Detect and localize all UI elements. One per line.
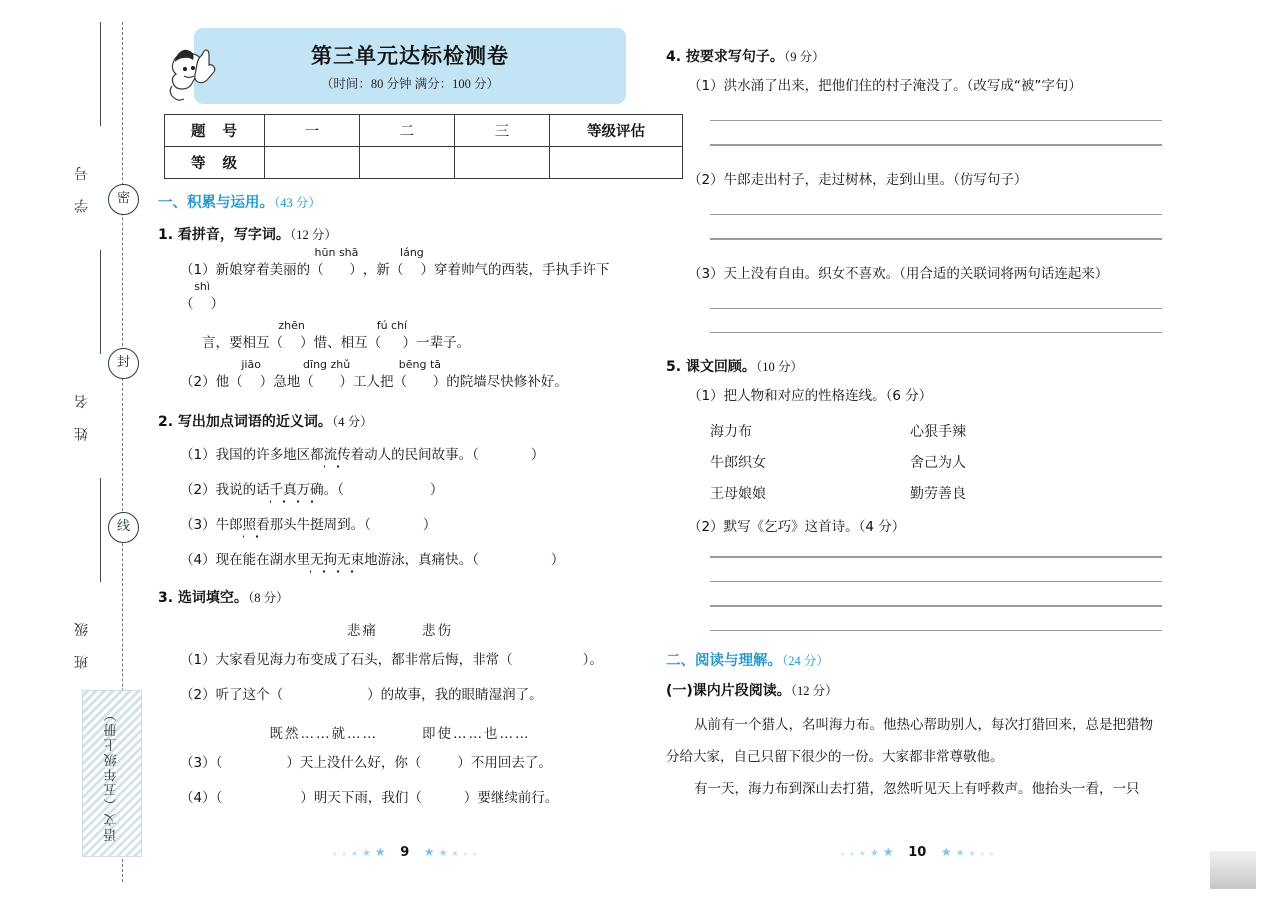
- pinyin-blank-shi[interactable]: shì （ ）: [180, 287, 224, 321]
- match-left-item[interactable]: 牛郎织女: [710, 455, 766, 472]
- score-table: [164, 114, 683, 179]
- star-decoration-left-2: ★ ★ ★ ★ ★: [423, 845, 478, 859]
- score-col-1: 一: [265, 115, 360, 147]
- match-row: [710, 417, 1166, 448]
- question-5-label: 5. 课文回顾。: [666, 359, 756, 376]
- q2-text-tail: ）: [550, 552, 565, 568]
- q2-item-3: [158, 510, 642, 540]
- reading-part-one-label: (一)课内片段阅读。: [666, 682, 791, 699]
- right-column: [666, 46, 1166, 805]
- q3-text-tail: ）的故事，我的眼睛湿润了。: [367, 687, 543, 703]
- q2-text-post: 那头牛挺周到。（: [269, 517, 371, 533]
- q5-poem-line[interactable]: [710, 605, 1162, 606]
- section-two-heading: [666, 649, 1166, 670]
- q4-answer-line[interactable]: [710, 332, 1162, 333]
- q2-emphasized-word: 无拘无束: [310, 552, 365, 568]
- subject-tab: [82, 690, 142, 857]
- question-3-label: 3. 选词填空。: [158, 590, 248, 606]
- seal-char-feng: 封: [108, 348, 139, 379]
- q3-text: （1）大家看见海力布变成了石头，都非常后悔，非常（: [180, 652, 513, 668]
- pinyin-bengta: bēng tā: [398, 358, 442, 371]
- seal-char-mi: 密: [108, 184, 139, 215]
- q4-item-1: （1）洪水涌了出来，把他们住的村子淹没了。（改写成“被”字句）: [688, 78, 1082, 94]
- q3-text-tail: ）要继续前行。: [463, 790, 559, 806]
- pinyin-shi: shì: [194, 280, 210, 293]
- question-5-points: （10 分）: [755, 360, 803, 375]
- score-col-3: 三: [455, 115, 550, 147]
- pinyin-jiao: jiāo: [241, 358, 261, 371]
- pinyin-blank-dingzhu[interactable]: dīng zhǔ （ ）: [300, 365, 353, 399]
- q2-emphasized-word: 流传: [323, 447, 351, 463]
- question-4-label: 4. 按要求写句子。: [666, 49, 784, 65]
- q1-text-j: 的院墙尽快修补好。: [446, 374, 568, 390]
- reading-part-one-points: （12 分）: [790, 683, 838, 698]
- page-number-right-wrap: [838, 845, 997, 860]
- page-title: 第三单元达标检测卷: [311, 44, 509, 68]
- q2-text-tail: ）: [530, 447, 545, 463]
- page-number-right: 10: [908, 845, 927, 860]
- divider-line: [100, 250, 101, 354]
- table-row: [165, 115, 683, 147]
- question-2-title: [158, 411, 642, 431]
- q2-text-post: 着动人的民间故事。（: [350, 447, 479, 463]
- reading-part-one-title: [666, 680, 1166, 700]
- q1-text-e: 惜、相互: [313, 335, 368, 351]
- q3-text: （3）（: [180, 755, 223, 771]
- q1-text-i: 工人把: [353, 374, 394, 390]
- q3-text: （2）听了这个（: [180, 687, 284, 703]
- q4-answer-line[interactable]: [710, 214, 1162, 215]
- q1-text-c: 穿着帅气的西装，手执手许下: [434, 262, 610, 278]
- grade-cell-4[interactable]: [550, 147, 683, 179]
- field-name: 姓 名: [74, 387, 90, 441]
- section-two-points: （24 分）: [782, 653, 829, 668]
- question-2-points: （4 分）: [331, 415, 373, 429]
- title-banner: [166, 28, 642, 110]
- pinyin-blank-fuchi[interactable]: fú chí （ ）: [368, 326, 416, 360]
- subject-tab-label: 语文（五年级上册）: [104, 706, 120, 841]
- score-col-2: 二: [360, 115, 455, 147]
- q2-item-2: [158, 475, 642, 505]
- pinyin-zhen: zhēn: [278, 319, 305, 332]
- word-choice: 悲痛: [347, 623, 378, 639]
- q2-text-tail: ）: [422, 517, 437, 533]
- section-two-label: 二、阅读与理解。: [666, 652, 782, 669]
- reading-passage-paragraph-1: 从前有一个猎人，名叫海力布。他热心帮助别人，每次打猎回来，总是把猎物分给大家，自己只留下很少的一份。大家都非常尊敬他。: [666, 716, 1153, 765]
- q1-text-a: （1）新娘穿着美丽的: [180, 262, 311, 278]
- pinyin-dingzhu: dīng zhǔ: [303, 358, 351, 371]
- question-1-points: （12 分）: [289, 228, 337, 242]
- q2-text-pre: （1）我国的许多地区都: [180, 447, 324, 463]
- q1-text-d: 言，要相互: [202, 335, 270, 351]
- grade-cell-1[interactable]: [265, 147, 360, 179]
- divider-line: [100, 478, 101, 582]
- match-right-item[interactable]: 舍己为人: [910, 455, 966, 472]
- q1-text-h: 急地: [273, 374, 301, 390]
- q2-text-pre: （2）我说的话: [180, 482, 270, 498]
- q5-poem-line[interactable]: [710, 630, 1162, 631]
- score-table-row-label: 等 级: [165, 147, 265, 179]
- q3-text: （4）（: [180, 790, 223, 806]
- star-decoration-right: ★ ★ ★ ★ ★: [840, 845, 894, 859]
- pinyin-blank-zhen[interactable]: zhēn （ ）: [270, 326, 314, 360]
- q3-text: ）天上没什么好，你（: [286, 755, 422, 771]
- section-one-label: 一、积累与运用。: [158, 195, 274, 211]
- q5-poem-line[interactable]: [710, 556, 1162, 557]
- q4-item-3: （3）天上没有自由。织女不喜欢。（用合适的关联词将两句话连起来）: [688, 265, 1109, 282]
- section-one-heading: [158, 191, 642, 212]
- q1-text-f: 一辈子。: [416, 335, 471, 351]
- q4-answer-line[interactable]: [710, 238, 1162, 239]
- q2-text-tail: ）: [429, 482, 444, 498]
- word-choice: 悲伤: [422, 623, 453, 639]
- question-4-points: （9 分）: [783, 50, 825, 64]
- page-number-left: 9: [400, 845, 410, 860]
- q3-item-2: [158, 680, 642, 710]
- q2-emphasized-word: 千真万确: [269, 482, 324, 498]
- q3-text-tail: ）不用回去了。: [457, 755, 552, 771]
- q1-line-3: [158, 358, 642, 399]
- table-row: [165, 147, 683, 179]
- divider-line: [100, 22, 101, 126]
- q3-text-tail: ）。: [582, 652, 603, 668]
- match-left-item[interactable]: 王母娘娘: [710, 486, 766, 503]
- q5-poem-line[interactable]: [710, 581, 1162, 582]
- q2-text-post: 地游泳，真痛快。（: [364, 552, 479, 568]
- q3-word-bank-a: [158, 619, 642, 639]
- q2-text-pre: （3）牛郎: [180, 517, 243, 533]
- word-choice: 既然……就……: [269, 726, 378, 742]
- q2-text-post: 。（: [323, 482, 344, 498]
- pinyin-lang: láng: [400, 246, 424, 259]
- reading-passage-paragraph-2: 有一天，海力布到深山去打猎，忽然听见天上有呼救声。他抬头一看，一只: [694, 780, 1140, 797]
- match-right-item[interactable]: 勤劳善良: [910, 486, 966, 503]
- pinyin-blank-bengta[interactable]: bēng tā （ ）: [394, 365, 447, 399]
- left-column: [158, 28, 645, 818]
- score-col-4: 等级评估: [550, 115, 683, 147]
- exam-meta: （时间：80 分钟 满分：100 分）: [320, 77, 500, 91]
- word-choice: 即使……也……: [422, 726, 531, 742]
- question-3-points: （8 分）: [247, 591, 289, 605]
- question-1-label: 1. 看拼音，写字词。: [158, 227, 290, 243]
- star-decoration-left: ★ ★ ★ ★ ★: [332, 845, 386, 859]
- question-5-title: [666, 356, 1166, 376]
- q4-item-2: （2）牛郎走出村子，走过树林，走到山里。（仿写句子）: [688, 171, 1028, 188]
- q3-word-bank-b: [158, 722, 642, 742]
- q3-item-4: [158, 783, 642, 813]
- q3-text: ）明天下雨，我们（: [300, 790, 422, 806]
- matching-exercise: [666, 417, 1166, 510]
- q2-item-4: [158, 545, 642, 575]
- scan-artifact: [1210, 851, 1256, 889]
- q5-sub-2: （2）默写《乞巧》这首诗。（4 分）: [688, 519, 906, 536]
- match-right-item[interactable]: 心狠手辣: [910, 424, 966, 441]
- seal-char-xian: 线: [108, 512, 139, 543]
- section-one-points: （43 分）: [274, 196, 321, 210]
- pinyin-fuchi: fú chí: [376, 319, 408, 332]
- grade-cell-3[interactable]: [455, 147, 550, 179]
- score-table-row-label: 题 号: [165, 115, 265, 147]
- grade-cell-2[interactable]: [360, 147, 455, 179]
- question-4-title: [666, 46, 1166, 66]
- q3-item-3: [158, 748, 642, 778]
- q1-text-g: （2）他: [180, 374, 230, 390]
- question-3-title: [158, 587, 642, 607]
- question-2-label: 2. 写出加点词语的近义词。: [158, 414, 332, 430]
- q3-item-1: [158, 645, 642, 675]
- star-decoration-right-2: ★ ★ ★ ★ ★: [940, 845, 995, 859]
- pinyin-blank-lang[interactable]: láng （ ）: [390, 253, 434, 287]
- q5-sub-1: （1）把人物和对应的性格连线。（6 分）: [688, 388, 933, 405]
- pinyin-blank-jiao[interactable]: jiāo （ ）: [229, 365, 273, 399]
- q2-emphasized-word: 照看: [242, 517, 270, 533]
- q4-answer-line[interactable]: [710, 144, 1162, 145]
- q4-answer-line[interactable]: [710, 308, 1162, 309]
- pinyin-hunsha: hūn shā: [314, 246, 359, 259]
- pinyin-blank-hunsha[interactable]: hūn shā （ ）: [310, 253, 363, 287]
- q1-text-b: ，新: [362, 262, 390, 278]
- q4-answer-line[interactable]: [710, 120, 1162, 121]
- match-left-item[interactable]: 海力布: [710, 424, 752, 441]
- field-class: 班 级: [74, 615, 90, 669]
- q2-text-pre: （4）现在能在湖水里: [180, 552, 311, 568]
- match-row: [710, 448, 1166, 479]
- q2-item-1: [158, 440, 642, 470]
- page-number-left-wrap: [330, 845, 479, 860]
- field-student-number: 学 号: [74, 159, 90, 213]
- match-row: [710, 479, 1166, 510]
